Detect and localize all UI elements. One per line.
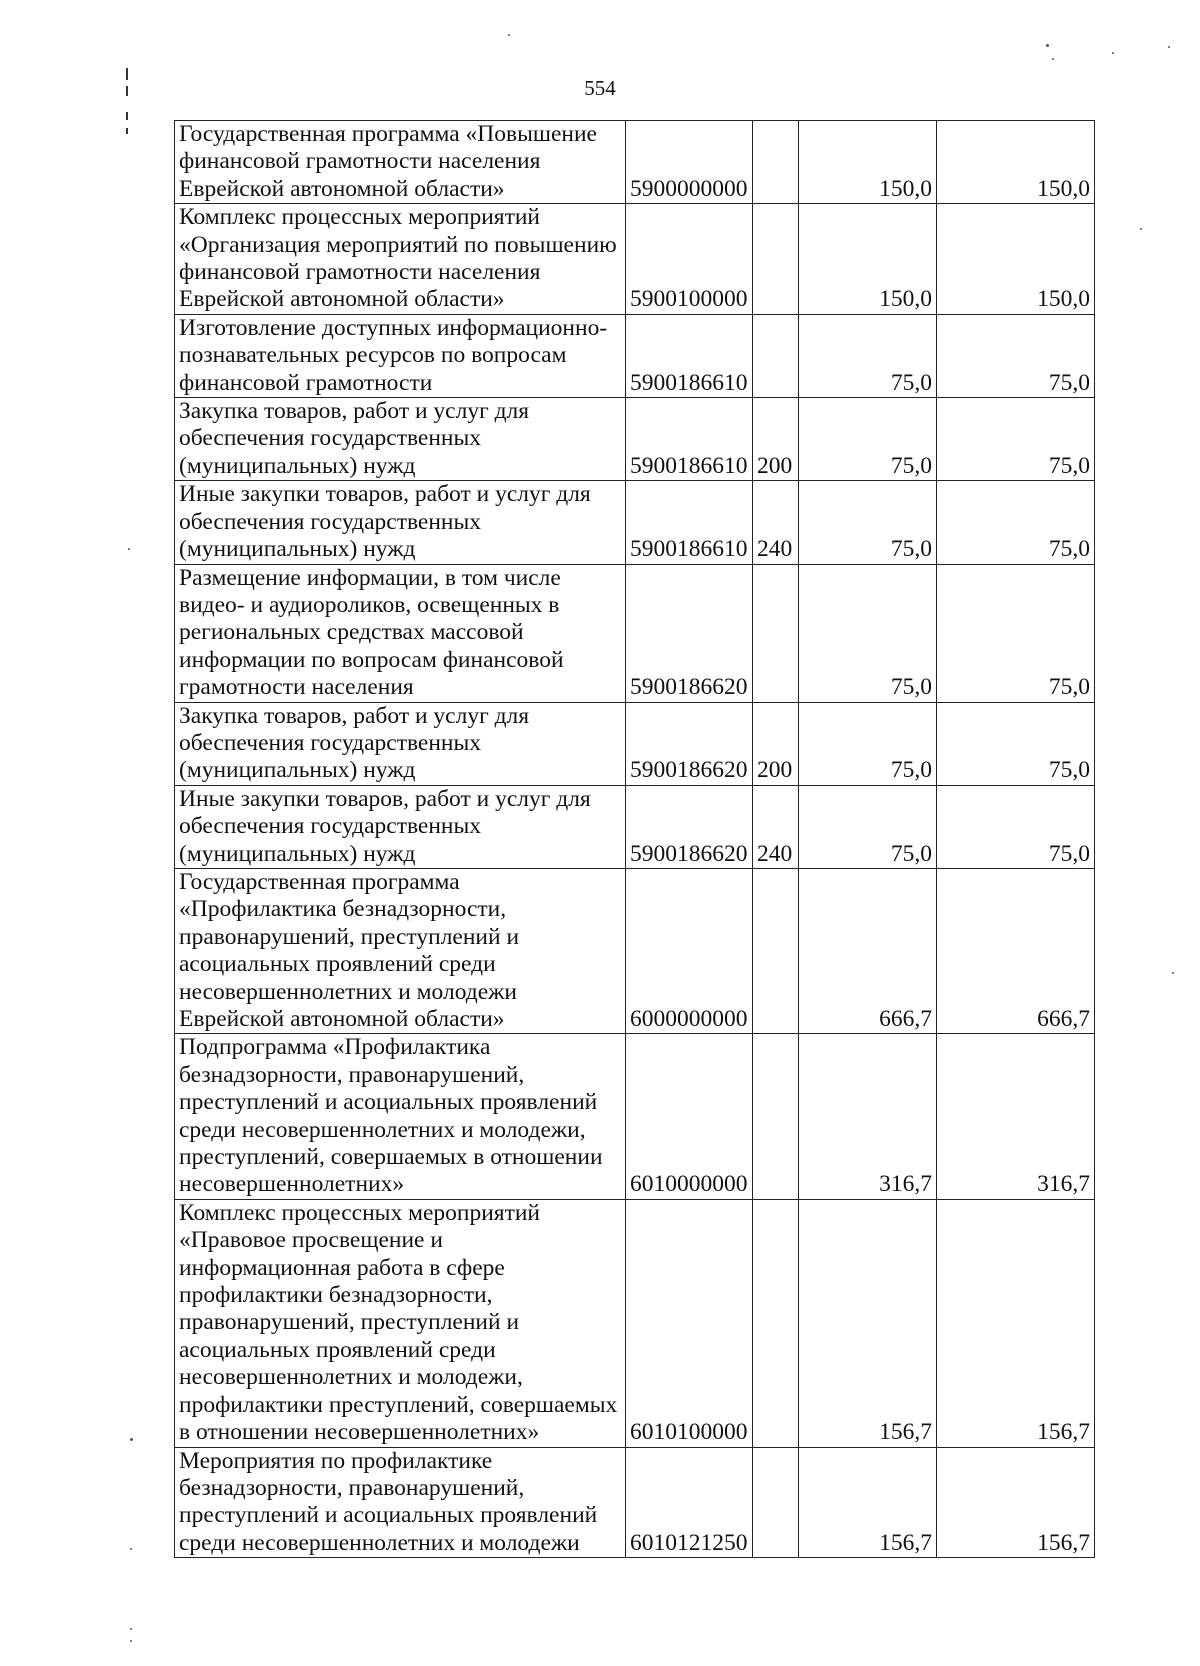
row-name-line: Государственная программа «Повышение (179, 121, 597, 147)
scan-mark (126, 86, 128, 96)
row-name-line: финансовой грамотности населения (179, 148, 541, 175)
amount-1-cell: 75,0 (799, 481, 937, 564)
row-name-line: обеспечения государственных (179, 425, 482, 452)
row-name-line: «Правовое просвещение и (179, 1227, 443, 1254)
row-name-cell (175, 481, 626, 564)
row-name-line: финансовой грамотности населения (179, 259, 541, 286)
table-row (175, 1034, 1095, 1199)
expense-type-cell (753, 1034, 799, 1199)
row-name-line: Закупка товаров, работ и услуг для (179, 702, 530, 729)
row-name-cell (175, 1199, 626, 1447)
table-row (175, 564, 1095, 702)
target-code-cell: 5900186620 (626, 564, 753, 702)
row-name-cell (175, 868, 626, 1033)
table-row (175, 1199, 1095, 1447)
table-row (175, 702, 1095, 785)
amount-1-cell: 156,7 (799, 1447, 937, 1558)
scan-speck (1112, 52, 1114, 54)
amount-1-cell: 75,0 (799, 314, 937, 397)
row-name-line: среди несовершеннолетних и молодежи, (179, 1116, 586, 1143)
table-row (175, 481, 1095, 564)
row-name-line: финансовой грамотности (179, 369, 433, 396)
table-row (175, 1447, 1095, 1558)
target-code-cell: 5900000000 (626, 121, 753, 204)
expense-type-cell: 240 (753, 481, 799, 564)
amount-2-cell: 156,7 (937, 1199, 1095, 1447)
row-name-line: в отношении несовершеннолетних» (179, 1419, 540, 1446)
page-number: 554 (584, 76, 616, 100)
amount-2-cell: 156,7 (937, 1447, 1095, 1558)
row-name-line: Подпрограмма «Профилактика (179, 1034, 491, 1061)
table-row (175, 204, 1095, 315)
row-name-line: Комплекс процессных мероприятий (179, 204, 541, 231)
amount-2-cell: 75,0 (937, 314, 1095, 397)
row-name-line: информации по вопросам финансовой (179, 646, 564, 673)
row-name-line: Закупка товаров, работ и услуг для (179, 398, 530, 425)
row-name-line: Комплекс процессных мероприятий (179, 1199, 541, 1226)
scan-speck (1172, 972, 1174, 974)
scan-speck (130, 1628, 132, 1630)
row-name-line: Иные закупки товаров, работ и услуг для (179, 481, 591, 508)
row-name-cell (175, 564, 626, 702)
expense-type-cell (753, 121, 799, 204)
amount-2-cell: 150,0 (937, 204, 1095, 315)
scan-mark (126, 112, 128, 120)
row-name-cell (175, 1034, 626, 1199)
row-name-line: несовершеннолетних» (179, 1171, 405, 1198)
row-name-line: правонарушений, преступлений и (179, 923, 520, 950)
row-name-line: преступлений и асоциальных проявлений (179, 1502, 598, 1529)
scan-speck (130, 1438, 133, 1441)
row-name-line: преступлений, совершаемых в отношении (179, 1144, 603, 1171)
scan-speck (1140, 228, 1142, 230)
amount-1-cell: 150,0 (799, 121, 937, 204)
row-name-line: познавательных ресурсов по вопросам (179, 342, 567, 369)
table-row (175, 868, 1095, 1033)
amount-2-cell: 75,0 (937, 564, 1095, 702)
row-name-line: среди несовершеннолетних и молодежи (179, 1529, 580, 1556)
amount-1-cell: 75,0 (799, 785, 937, 868)
target-code-cell: 6010100000 (626, 1199, 753, 1447)
row-name-line: асоциальных проявлений среди (179, 951, 496, 978)
scan-speck (1046, 44, 1049, 47)
scan-speck (1052, 58, 1054, 60)
amount-1-cell: 150,0 (799, 204, 937, 315)
row-name-line: профилактики преступлений, совершаемых (179, 1391, 618, 1418)
row-name-cell (175, 121, 626, 204)
row-name-line: асоциальных проявлений среди (179, 1336, 496, 1363)
target-code-cell: 5900186620 (626, 702, 753, 785)
row-name-cell (175, 314, 626, 397)
budget-table-body (175, 121, 1095, 1558)
target-code-cell: 5900186610 (626, 481, 753, 564)
row-name-line: (муниципальных) нужд (179, 757, 416, 784)
row-name-line: обеспечения государственных (179, 508, 482, 535)
expense-type-cell (753, 1447, 799, 1558)
amount-1-cell: 75,0 (799, 398, 937, 481)
row-name-cell (175, 204, 626, 315)
row-name-cell (175, 1447, 626, 1558)
target-code-cell: 6000000000 (626, 868, 753, 1033)
row-name-line: Еврейской автономной области» (179, 286, 505, 313)
row-name-cell (175, 702, 626, 785)
expense-type-cell: 200 (753, 702, 799, 785)
row-name-line: Размещение информации, в том числе (179, 564, 561, 591)
target-code-cell: 6010000000 (626, 1034, 753, 1199)
amount-1-cell: 75,0 (799, 702, 937, 785)
row-name-line: Иные закупки товаров, работ и услуг для (179, 785, 591, 812)
target-code-cell: 5900186620 (626, 785, 753, 868)
expense-type-cell (753, 564, 799, 702)
table-row (175, 314, 1095, 397)
table-row (175, 121, 1095, 204)
row-name-line: несовершеннолетних и молодежи, (179, 1364, 523, 1391)
table-row (175, 398, 1095, 481)
table-row (175, 785, 1095, 868)
row-name-line: информационная работа в сфере (179, 1254, 505, 1281)
amount-1-cell: 75,0 (799, 564, 937, 702)
row-name-line: профилактики безнадзорности, (179, 1282, 493, 1309)
row-name-line: «Организация мероприятий по повышению (179, 231, 617, 258)
row-name-cell (175, 785, 626, 868)
expense-type-cell (753, 868, 799, 1033)
expense-type-cell: 240 (753, 785, 799, 868)
row-name-line: (муниципальных) нужд (179, 840, 416, 867)
row-name-line: безнадзорности, правонарушений, (179, 1061, 525, 1088)
budget-table (174, 120, 1095, 1558)
scan-mark (126, 128, 128, 134)
row-name-line: обеспечения государственных (179, 729, 482, 756)
row-name-line: несовершеннолетних и молодежи (179, 978, 517, 1005)
row-name-line: Еврейской автономной области» (179, 175, 505, 202)
amount-2-cell: 316,7 (937, 1034, 1095, 1199)
scan-mark (126, 68, 128, 80)
scan-speck (1168, 46, 1170, 48)
row-name-line: безнадзорности, правонарушений, (179, 1474, 525, 1501)
row-name-line: региональных средствах массовой (179, 619, 524, 646)
amount-2-cell: 666,7 (937, 868, 1095, 1033)
row-name-line: (муниципальных) нужд (179, 452, 416, 479)
amount-2-cell: 75,0 (937, 398, 1095, 481)
target-code-cell: 5900100000 (626, 204, 753, 315)
row-name-line: обеспечения государственных (179, 813, 482, 840)
row-name-line: Государственная программа (179, 868, 460, 895)
expense-type-cell (753, 1199, 799, 1447)
row-name-line: Еврейской автономной области» (179, 1006, 505, 1032)
amount-2-cell: 75,0 (937, 785, 1095, 868)
scan-speck (130, 1548, 132, 1550)
target-code-cell: 5900186610 (626, 398, 753, 481)
row-name-line: Изготовление доступных информационно- (179, 314, 608, 341)
row-name-line: грамотности населения (179, 674, 414, 701)
scan-speck (130, 1640, 132, 1642)
scan-speck (508, 34, 510, 36)
row-name-line: правонарушений, преступлений и (179, 1309, 520, 1336)
scan-speck (128, 548, 130, 550)
target-code-cell: 6010121250 (626, 1447, 753, 1558)
expense-type-cell: 200 (753, 398, 799, 481)
row-name-line: преступлений и асоциальных проявлений (179, 1089, 598, 1116)
amount-1-cell: 156,7 (799, 1199, 937, 1447)
row-name-line: Мероприятия по профилактике (179, 1447, 493, 1474)
row-name-line: (муниципальных) нужд (179, 536, 416, 563)
row-name-line: видео- и аудиороликов, освещенных в (179, 591, 560, 618)
target-code-cell: 5900186610 (626, 314, 753, 397)
amount-1-cell: 666,7 (799, 868, 937, 1033)
amount-2-cell: 75,0 (937, 481, 1095, 564)
amount-2-cell: 150,0 (937, 121, 1095, 204)
row-name-line: «Профилактика безнадзорности, (179, 896, 507, 923)
expense-type-cell (753, 204, 799, 315)
amount-1-cell: 316,7 (799, 1034, 937, 1199)
amount-2-cell: 75,0 (937, 702, 1095, 785)
row-name-cell (175, 398, 626, 481)
expense-type-cell (753, 314, 799, 397)
